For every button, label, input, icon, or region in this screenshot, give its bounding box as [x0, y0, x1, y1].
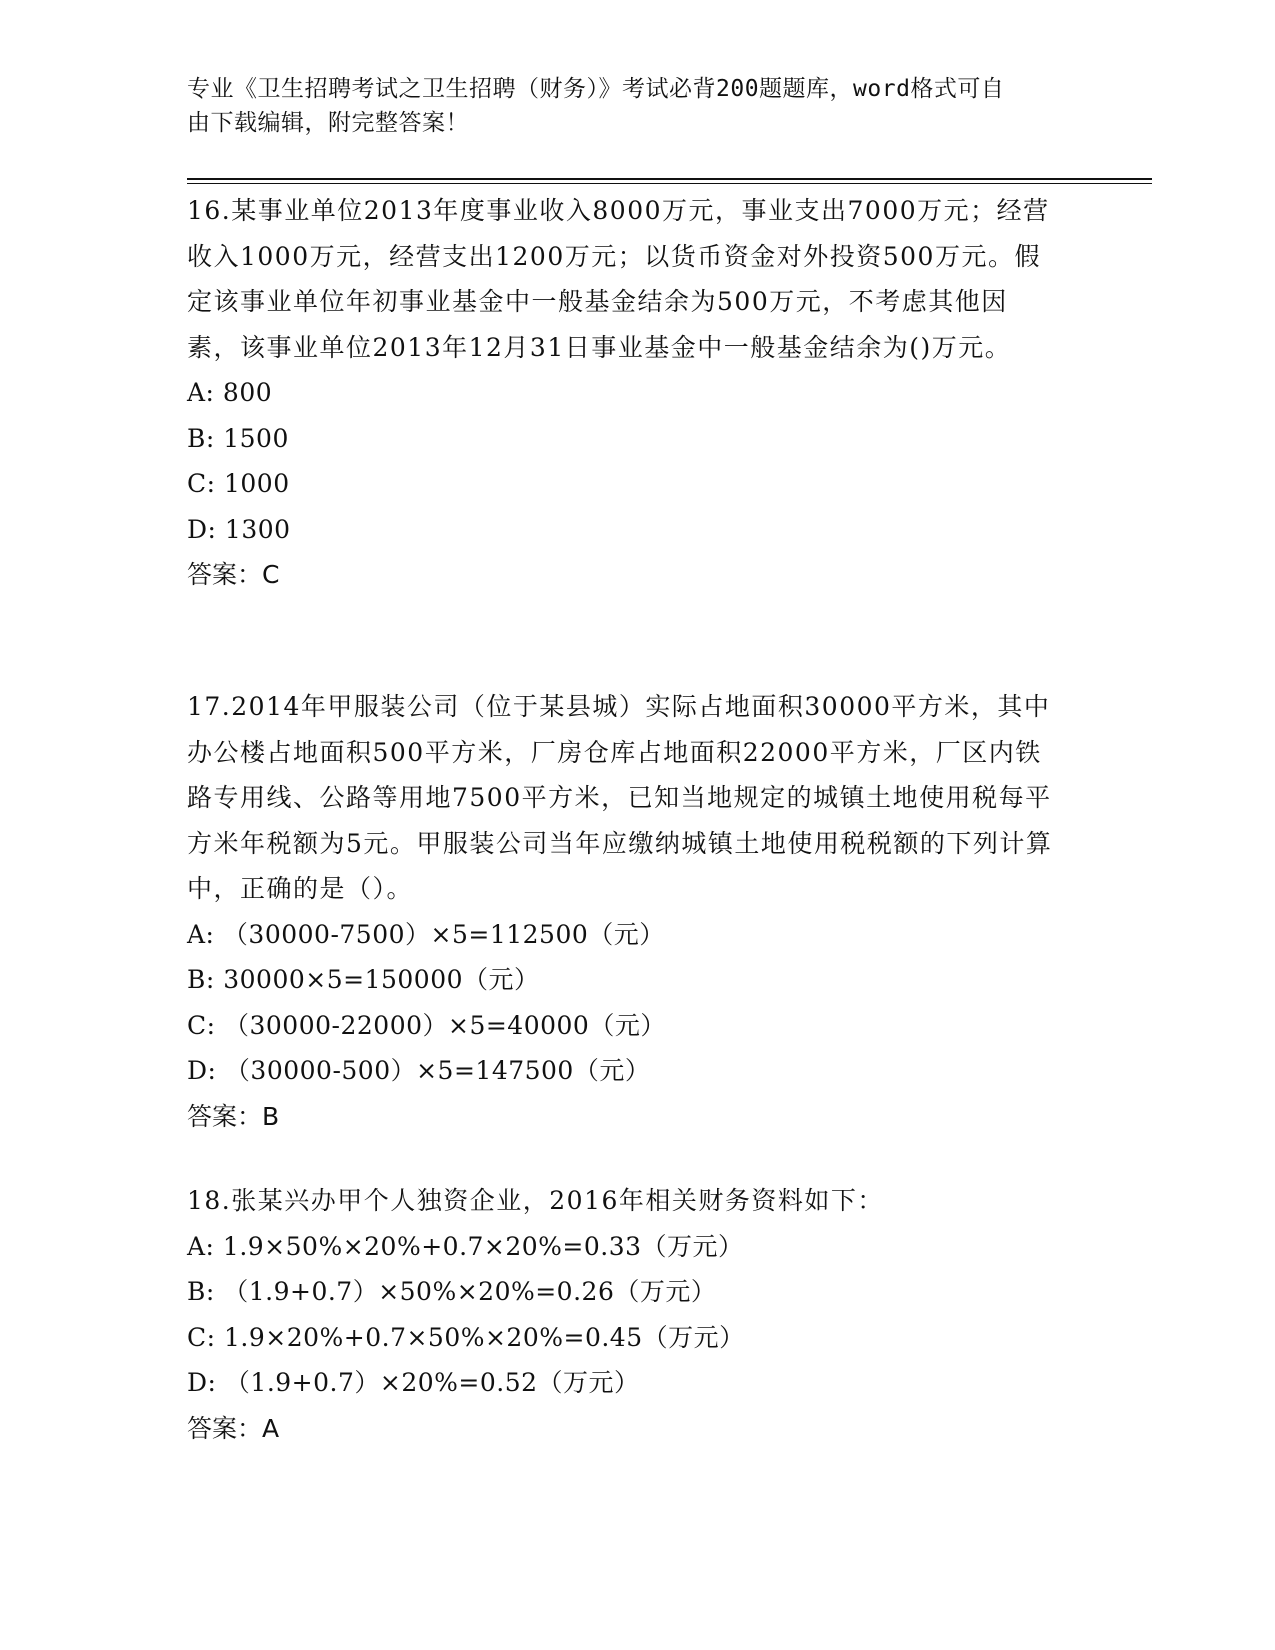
option-b: B: （1.9+0.7）×50%×20%=0.26（万元）: [187, 1277, 717, 1306]
option-d: D: 1300: [187, 514, 291, 544]
question-stem: 18.张某兴办甲个人独资企业，2016年相关财务资料如下：: [187, 1186, 884, 1215]
question-18: [187, 1178, 1067, 1451]
option-a: A: 800: [187, 378, 273, 407]
option-c: C: 1.9×20%+0.7×50%×20%=0.45（万元）: [187, 1322, 745, 1352]
option-d: D: （30000-500）×5=147500（元）: [187, 1056, 651, 1085]
answer-line: 答案：A: [187, 1413, 280, 1443]
document-header: [187, 72, 1067, 140]
option-b: B: 30000×5=150000（元）: [187, 965, 540, 994]
question-stem: 17.2014年甲服装公司（位于某县城）实际占地面积30000平方米，其中办公楼占地面积500平方米，厂房仓库占地面积22000平方米，厂区内铁路专用线、公路等用地7500平方米，已知当地规定的城镇土地使用税每平方米年税额为5元。甲服装公司当年应缴纳城镇土地使用税税额的下列计算中，正确的是（）。: [187, 692, 1053, 903]
question-17: [187, 684, 1067, 1139]
header-divider-thick: [187, 178, 1152, 180]
header-divider-thin: [187, 183, 1152, 184]
option-b: B: 1500: [187, 423, 289, 453]
option-c: C: 1000: [187, 469, 290, 498]
option-d: D: （1.9+0.7）×20%=0.52（万元）: [187, 1368, 640, 1397]
option-a: A: （30000-7500）×5=112500（元）: [187, 919, 665, 949]
answer-line: 答案：B: [187, 1101, 280, 1131]
answer-line: 答案：C: [187, 560, 280, 589]
question-16: [187, 188, 1057, 598]
option-a: A: 1.9×50%×20%+0.7×20%=0.33（万元）: [187, 1231, 744, 1261]
header-line-1: 专业《卫生招聘考试之卫生招聘（财务）》考试必背200题题库，word格式可自: [187, 76, 1005, 102]
question-stem: 16.某事业单位2013年度事业收入8000万元，事业支出7000万元；经营收入1000万元，经营支出1200万元；以货币资金对外投资500万元。假定该事业单位年初事业基金中一般基金结余为500万元，不考虑其他因素，该事业单位2013年12月31日事业基金中一般基金结余为()万元。: [187, 196, 1050, 362]
option-c: C: （30000-22000）×5=40000（元）: [187, 1010, 666, 1040]
header-line-2: 由下载编辑，附完整答案！: [187, 110, 469, 136]
